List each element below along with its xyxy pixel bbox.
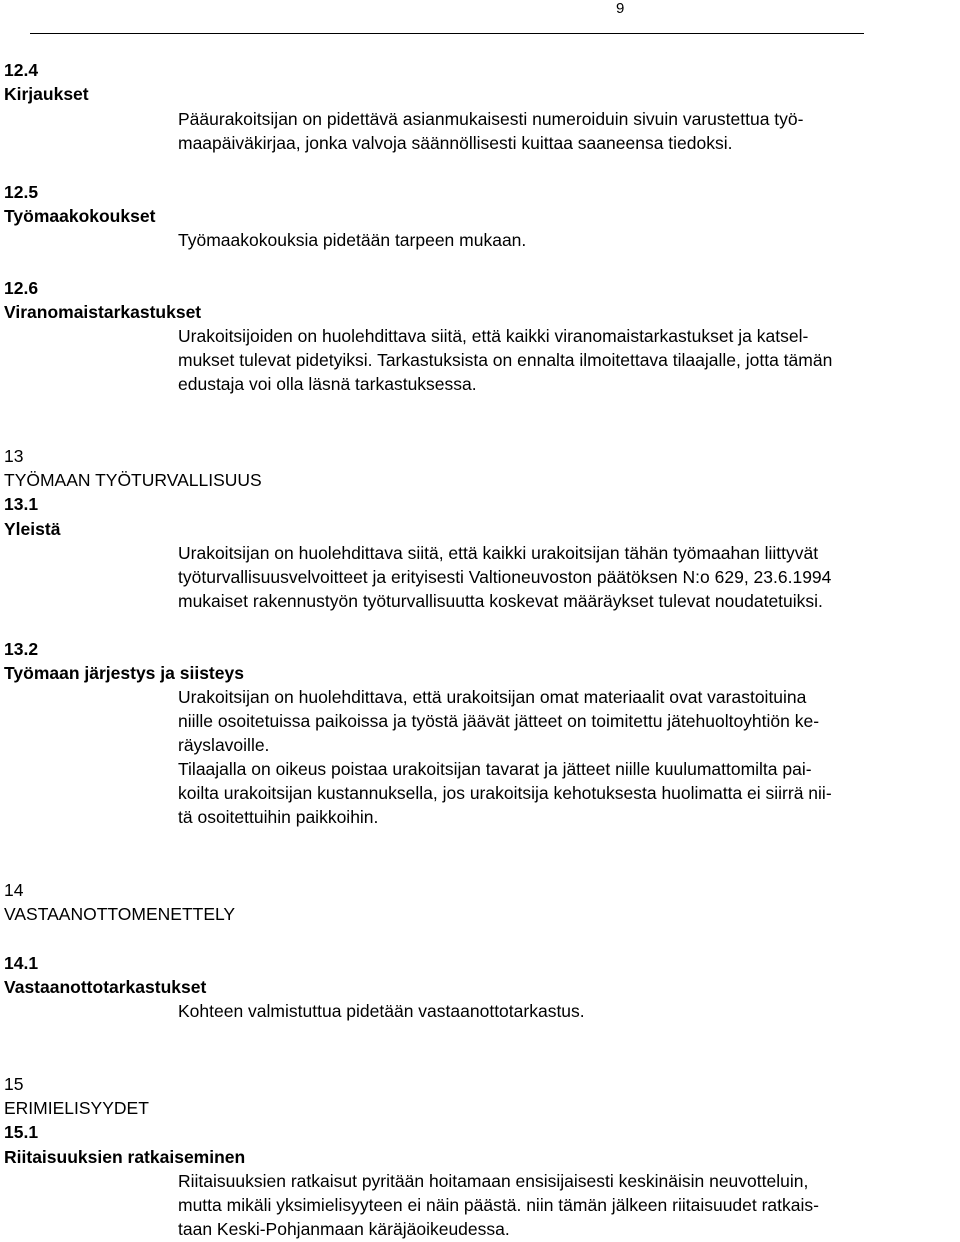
section-15-1-body [178, 1169, 819, 1241]
section-14-title: VASTAANOTTOMENETTELY [4, 904, 236, 924]
section-12-5-title: Työmaakokoukset [4, 206, 156, 226]
section-13-number: 13 [4, 446, 24, 466]
section-12-4-body [178, 107, 803, 155]
body-line: Kohteen valmistuttua pidetään vastaanottotarkastus. [178, 1001, 585, 1021]
section-15-title: ERIMIELISYYDET [4, 1098, 149, 1118]
body-line: Urakoitsijoiden on huolehdittava siitä, että kaikki viranomaistarkastukset ja katsel- [178, 326, 809, 346]
section-13-1-number: 13.1 [4, 494, 39, 514]
body-line: Työmaakokouksia pidetään tarpeen mukaan. [178, 230, 527, 250]
section-14-1-number: 14.1 [4, 953, 39, 973]
body-line: maapäiväkirjaa, jonka valvoja säännöllisesti kuittaa saaneensa tiedoksi. [178, 133, 733, 153]
header-rule [30, 33, 864, 34]
section-12-4-title: Kirjaukset [4, 84, 89, 104]
section-12-6-number: 12.6 [4, 278, 39, 298]
section-12-6-title: Viranomaistarkastukset [4, 302, 202, 322]
section-13-2-number: 13.2 [4, 639, 39, 659]
body-line: räyslavoille. [178, 735, 270, 755]
section-12-6-body [178, 324, 832, 396]
body-line: niille osoitetuissa paikoissa ja työstä jäävät jätteet on toimitettu jätehuoltoyhtiön ke- [178, 711, 820, 731]
section-13-1-title: Yleistä [4, 519, 61, 539]
section-13-2-body [178, 685, 832, 829]
body-line: koilta urakoitsijan kustannuksella, jos urakoitsija kehotuksesta huolimatta ei siirrä nii- [178, 783, 832, 803]
page-number: 9 [616, 0, 625, 17]
section-15-number: 15 [4, 1074, 24, 1094]
section-12-5-number: 12.5 [4, 182, 39, 202]
body-line: mukset tulevat pidetyiksi. Tarkastuksista on ennalta ilmoitettava tilaajalle, jotta tämän [178, 350, 833, 370]
body-line: taan Keski-Pohjanmaan käräjäoikeudessa. [178, 1219, 510, 1239]
body-line: Urakoitsijan on huolehdittava, että urakoitsijan omat materiaalit ovat varastoituina [178, 687, 807, 707]
section-12-5-body [178, 228, 526, 252]
body-line: Riitaisuuksien ratkaisut pyritään hoitamaan ensisijaisesti keskinäisin neuvotteluin, [178, 1171, 809, 1191]
section-13-title: TYÖMAAN TYÖTURVALLISUUS [4, 470, 262, 490]
body-line: Pääurakoitsijan on pidettävä asianmukaisesti numeroiduin sivuin varustettua työ- [178, 109, 804, 129]
section-15-1-title: Riitaisuuksien ratkaiseminen [4, 1147, 246, 1167]
section-14-number: 14 [4, 880, 24, 900]
body-line: mutta mikäli yksimielisyyteen ei näin päästä. niin tämän jälkeen riitaisuudet ratkais- [178, 1195, 819, 1215]
section-12-4-number: 12.4 [4, 60, 39, 80]
section-14-1-title: Vastaanottotarkastukset [4, 977, 207, 997]
body-line: Tilaajalla on oikeus poistaa urakoitsijan tavarat ja jätteet niille kuulumattomilta pai- [178, 759, 812, 779]
body-line: tä osoitettuihin paikkoihin. [178, 807, 379, 827]
section-14-1-body [178, 999, 585, 1023]
section-15-1-number: 15.1 [4, 1122, 39, 1142]
body-line: mukaiset rakennustyön työturvallisuutta koskevat määräykset tulevat noudatetuiksi. [178, 591, 823, 611]
section-13-2-title: Työmaan järjestys ja siisteys [4, 663, 244, 683]
section-13-1-body [178, 541, 831, 613]
body-line: edustaja voi olla läsnä tarkastuksessa. [178, 374, 477, 394]
body-line: Urakoitsijan on huolehdittava siitä, että kaikki urakoitsijan tähän työmaahan liittyvät [178, 543, 819, 563]
body-line: työturvallisuusvelvoitteet ja erityisesti Valtioneuvoston päätöksen N:o 629, 23.6.1994 [178, 567, 832, 587]
